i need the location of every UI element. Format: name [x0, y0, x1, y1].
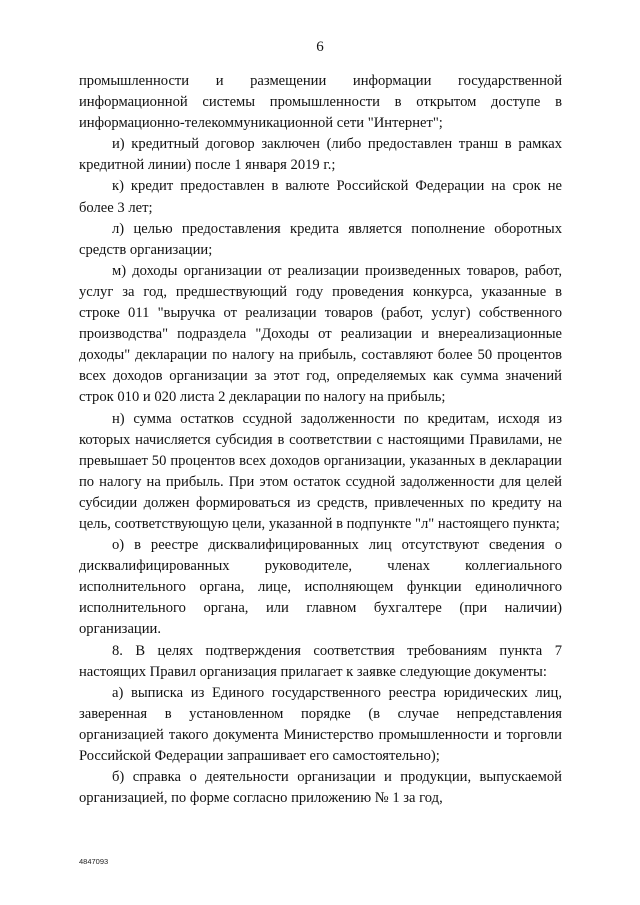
paragraph-item-k: к) кредит предоставлен в валюте Российской Федерации на срок не более 3 лет;: [79, 178, 562, 216]
page-number: 6: [316, 39, 324, 55]
paragraph-item-l: л) целью предоставления кредита является пополнение оборотных средств организации;: [79, 220, 562, 258]
paragraph-item-o: о) в реестре дисквалифицированных лиц отсутствуют сведения о дисквалифицированных руководителе, членах коллегиального исполнительного органа, лице, исполняющем функции единоличного исполнительного органа, или главном бухгалтере (при наличии) организации.: [79, 537, 562, 638]
paragraph-item-a: а) выписка из Единого государственного реестра юридических лиц, заверенная в установленном порядке (в случае непредставления организацией такого документа Министерство промышленности и торговли Российской Федерации запрашивает его самостоятельно);: [79, 684, 562, 764]
paragraph-item-i: и) кредитный договор заключен (либо предоставлен транш в рамках кредитной линии) после 1 января 2019 г.;: [79, 136, 562, 174]
paragraph-item-b: б) справка о деятельности организации и продукции, выпускаемой организацией, по форме согласно приложению № 1 за год,: [79, 769, 562, 807]
paragraph-item-m: м) доходы организации от реализации произведенных товаров, работ, услуг за год, предшествующий году проведения конкурса, указанные в строке 011 "выручка от реализации товаров (работ, услуг) собственного производства" подраздела "Доходы от реализации и внереализационные доходы" декларации по налогу на прибыль, составляют более 50 процентов всех доходов организации за этот год, определяемых как сумма значений строк 010 и 020 листа 2 декларации по налогу на прибыль;: [79, 262, 562, 406]
paragraph-section-8: 8. В целях подтверждения соответствия требованиям пункта 7 настоящих Правил организация прилагает к заявке следующие документы:: [79, 642, 562, 680]
paragraph-continuation: промышленности и размещении информации государственной информационной системы промышленности в открытом доступе в информационно-телекоммуникационной сети "Интернет";: [79, 73, 562, 132]
document-code: 4847093: [79, 857, 109, 866]
document-body: [79, 71, 562, 809]
paragraph-item-n: н) сумма остатков ссудной задолженности по кредитам, исходя из которых начисляется субсидия в соответствии с настоящими Правилами, не превышает 50 процентов всех доходов организации, указанных в декларации по налогу на прибыль. При этом остаток ссудной задолженности для целей субсидии должен формироваться из средств, привлеченных по кредиту на цель, соответствующую цели, указанной в подпункте "л" настоящего пункта;: [79, 410, 562, 532]
